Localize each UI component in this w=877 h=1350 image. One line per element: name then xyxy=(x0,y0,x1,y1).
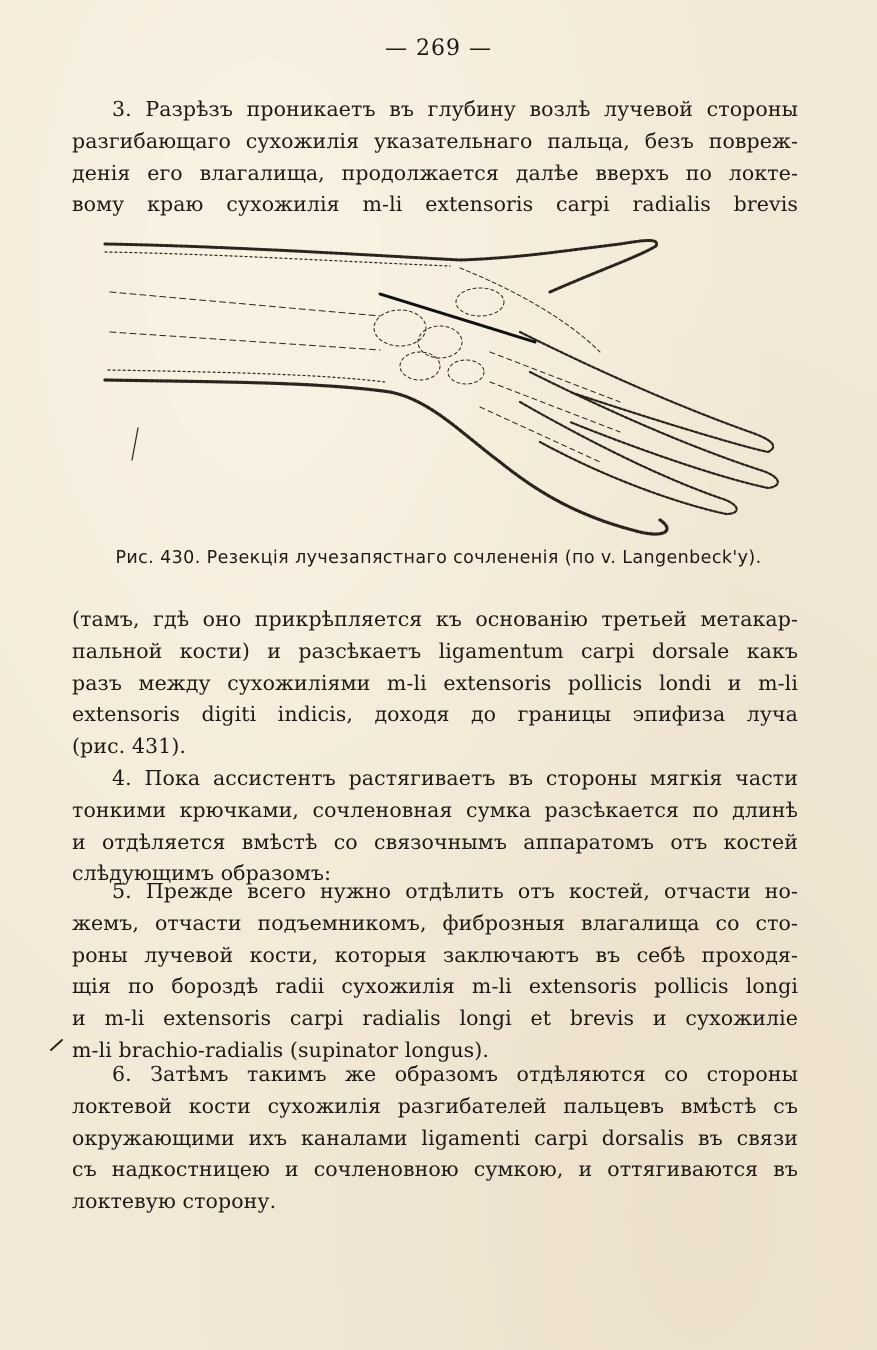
text-line: (тамъ, гдѣ оно прикрѣпляется къ основанію третьей метакар- xyxy=(72,607,798,631)
text-line: роны лучевой кости, которыя заключаютъ въ себѣ проходя- xyxy=(72,942,798,967)
paragraph-6 xyxy=(72,1059,798,1218)
text-line: разъ между сухожиліями m-li extensoris pollicis londi и m-li xyxy=(72,670,798,695)
figure-caption: Рис. 430. Резекція лучезапястнаго сочлененія (по v. Langenbeck'у). xyxy=(115,548,762,568)
text-line: слѣдующимъ образомъ: xyxy=(72,861,332,886)
text-line: щія по бороздѣ radii сухожилія m-li extensoris pollicis longi xyxy=(72,974,798,999)
text-line: жемъ, отчасти подъемникомъ, фиброзныя влагалища со сто- xyxy=(72,910,798,935)
text-line: m-li brachio-radialis (supinator longus). xyxy=(72,1037,490,1062)
text-line: 3. Разрѣзъ проникаетъ въ глубину возлѣ лучевой стороны xyxy=(112,97,798,121)
text-line: разгибающаго сухожилія указательнаго пальца, безъ повреж- xyxy=(72,128,798,153)
text-line: локтевой кости сухожилія разгибателей пальцевъ вмѣстѣ съ xyxy=(72,1093,798,1118)
text-line: пальной кости) и разсѣкаетъ ligamentum carpi dorsale какъ xyxy=(72,638,798,663)
text-line: локтевую сторону. xyxy=(72,1189,277,1214)
page-number: — 269 — xyxy=(385,36,492,61)
text-line: денія его влагалища, продолжается далѣе вверхъ по локте- xyxy=(72,160,798,185)
text-line: extensoris digiti indicis, доходя до границы эпифиза луча xyxy=(72,702,798,727)
text-line: съ надкостницею и сочленовною сумкою, и оттягиваются въ xyxy=(72,1157,798,1182)
text-line: тонкими крючками, сочленовная сумка разсѣкается по длинѣ xyxy=(72,797,798,822)
text-line: 6. Затѣмъ такимъ же образомъ отдѣляются со стороны xyxy=(112,1062,798,1086)
paragraph-3-continued xyxy=(72,604,798,763)
text-line: вому краю сухожилія m-li extensoris carpi radialis brevis xyxy=(72,192,798,217)
paragraph-4 xyxy=(72,763,798,890)
text-line: 4. Пока ассистентъ растягиваетъ въ стороны мягкія части xyxy=(112,766,798,790)
hand-resection-illustration xyxy=(100,232,790,542)
text-line: окружающими ихъ каналами ligamenti carpi dorsalis въ связи xyxy=(72,1125,798,1150)
margin-pencil-mark xyxy=(48,1034,68,1054)
text-line: и m-li extensoris carpi radialis longi et brevis и сухожиліе xyxy=(72,1006,798,1031)
paragraph-5 xyxy=(72,876,798,1067)
text-line: 5. Прежде всего нужно отдѣлить отъ костей, отчасти но- xyxy=(112,879,798,903)
text-line: и отдѣляется вмѣстѣ со связочнымъ аппаратомъ отъ костей xyxy=(72,829,798,854)
paragraph-3 xyxy=(72,94,798,221)
text-line: (рис. 431). xyxy=(72,734,187,759)
